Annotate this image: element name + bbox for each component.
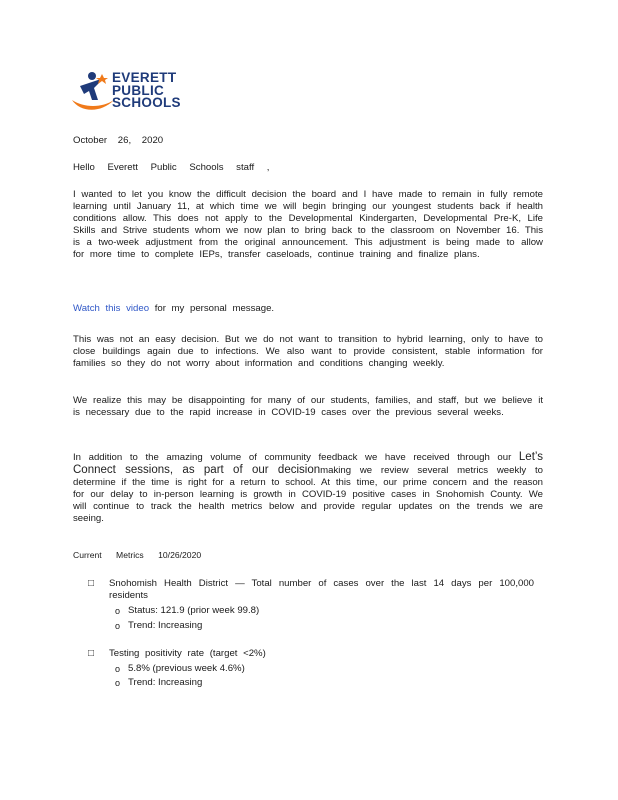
metric-sub-item: [115, 605, 260, 617]
letter-date: October 26, 2020: [73, 135, 164, 146]
metric-sub-text: Trend: Increasing: [128, 620, 203, 631]
metric-label: Snohomish Health District — Total number of cases over the last 14 days per 100,000 residents: [109, 578, 534, 601]
paragraph-reasoning: This was not an easy decision. But we do not want to transition to hybrid learning, only to have to close buildings again due to infections. We also want to provide consistent, stable information for families so they do not worry about information and conditions changing weekly.: [73, 334, 543, 369]
lets-connect-text: Let’s Connect sessions, as part of our decision: [73, 451, 543, 476]
metric-sub-text: Status: 121.9 (prior week 99.8): [128, 605, 260, 616]
eps-logo: [70, 70, 200, 120]
paragraph-disappointing: We realize this may be disappointing for many of our students, families, and staff, but we believe it is necessary due to the rapid increase in COVID-19 cases over the previous several weeks.: [73, 395, 543, 418]
logo-line-1: EVERETT: [112, 70, 177, 85]
logo-line-2: PUBLIC: [112, 82, 165, 98]
logo-line-3: SCHOOLS: [112, 95, 181, 110]
runner-swoosh-icon: [70, 70, 118, 118]
checkbox-bullet-icon: □: [88, 578, 95, 589]
circle-bullet-icon: o: [115, 678, 121, 688]
metric-sub-item: [115, 663, 245, 675]
video-message-text: for my personal message.: [149, 303, 275, 314]
circle-bullet-icon: o: [115, 664, 121, 674]
paragraph-decision: I wanted to let you know the difficult decision the board and I have made to remain in fully remote learning until January 11, at which time we will begin bringing our youngest students back if health conditions allow. This does not apply to the Developmental Kindergarten, Developmental Pre-K, Life Skills and Strive students whom we now plan to bring back to the classroom on November 16. This is a two-week adjustment from the original announcement. This adjustment is being made to allow for more time to complete IEPs, transfer caseloads, continue training and finalize plans.: [73, 189, 543, 260]
p5-part-a: In addition to the amazing volume of community feedback we have received through our: [73, 452, 519, 463]
paragraph-video: [73, 303, 543, 315]
paragraph-metrics-intro: [73, 451, 543, 525]
metric-label: Testing positivity rate (target <2%): [109, 648, 266, 659]
circle-bullet-icon: o: [115, 621, 121, 631]
watch-video-link[interactable]: Watch this video: [73, 303, 150, 314]
logo-wordmark: [112, 72, 181, 110]
metrics-heading: Current Metrics 10/26/2020: [73, 550, 202, 560]
p5-part-b: making we review several metrics weekly to determine if the time is right for a return to school. At this time, our prime concern and the reason for our delay to in-person learning is growth in COVID-19 positive cases in Snohomish County. We will continue to track the health metrics below and provide regular updates on the trends we are seeing.: [73, 465, 544, 524]
metric-sub-item: [115, 677, 203, 689]
metric-sub-item: [115, 620, 203, 632]
checkbox-bullet-icon: □: [88, 648, 95, 659]
circle-bullet-icon: o: [115, 606, 121, 616]
letter-greeting: Hello Everett Public Schools staff ,: [73, 162, 270, 173]
metric-sub-text: 5.8% (previous week 4.6%): [128, 663, 245, 674]
metric-sub-text: Trend: Increasing: [128, 677, 203, 688]
